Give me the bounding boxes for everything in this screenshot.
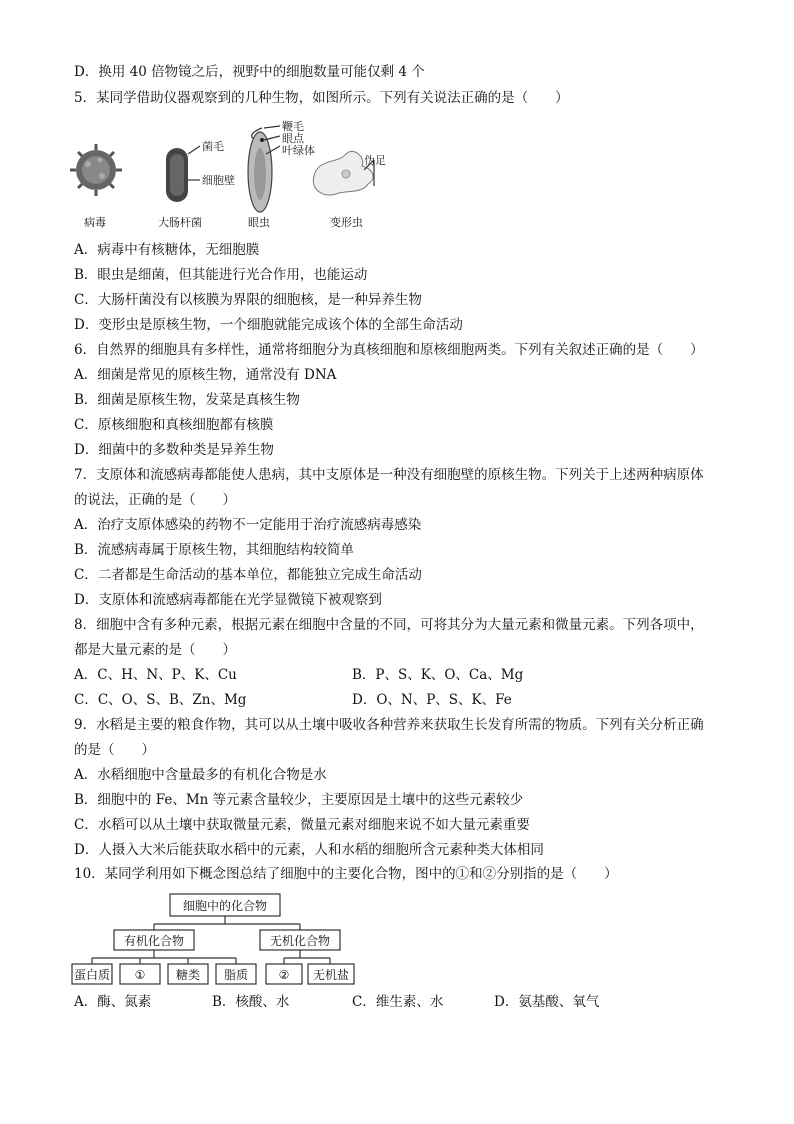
concept-sugar: 糖类 bbox=[175, 968, 201, 982]
label-chloroplast: 叶绿体 bbox=[282, 144, 315, 157]
q6-option-c: C．原核细胞和真核细胞都有核膜 bbox=[74, 417, 274, 433]
q5-option-b: B．眼虫是细菌，但其能进行光合作用，也能运动 bbox=[74, 267, 368, 283]
q5-option-a: A．病毒中有核糖体，无细胞膜 bbox=[74, 242, 260, 258]
concept-root: 细胞中的化合物 bbox=[182, 899, 268, 913]
q9-option-a: A．水稻细胞中含量最多的有机化合物是水 bbox=[74, 767, 327, 783]
q5-option-c: C．大肠杆菌没有以核膜为界限的细胞核，是一种异养生物 bbox=[74, 292, 422, 308]
q5-stem: 5．某同学借助仪器观察到的几种生物，如图所示。下列有关说法正确的是（ ） bbox=[74, 90, 569, 106]
q5-option-d: D．变形虫是原核生物，一个细胞就能完成该个体的全部生命活动 bbox=[74, 317, 463, 333]
caption-e-coli: 大肠杆菌 bbox=[158, 216, 202, 229]
q8-option-d: D．O、N、P、S、K、Fe bbox=[352, 692, 512, 708]
q10-option-c: C．维生素、水 bbox=[352, 994, 444, 1010]
concept-lipid: 脂质 bbox=[223, 968, 249, 982]
q7-option-a: A．治疗支原体感染的药物不一定能用于治疗流感病毒感染 bbox=[74, 517, 422, 533]
q8-option-c: C．C、O、S、B、Zn、Mg bbox=[74, 692, 247, 708]
q6-option-b: B．细菌是原核生物，发菜是真核生物 bbox=[74, 392, 300, 408]
q6-option-a: A．细菌是常见的原核生物，通常没有 DNA bbox=[74, 367, 337, 383]
caption-virus: 病毒 bbox=[84, 216, 106, 229]
q8-stem-line2: 都是大量元素的是（ ） bbox=[74, 642, 236, 658]
label-eyespot: 眼点 bbox=[282, 132, 304, 145]
concept-map bbox=[70, 890, 370, 990]
q7-stem-line1: 7．支原体和流感病毒都能使人患病，其中支原体是一种没有细胞壁的原核生物。下列关于上述两种病原体 bbox=[74, 467, 704, 483]
concept-protein: 蛋白质 bbox=[73, 968, 111, 982]
caption-euglena: 眼虫 bbox=[248, 216, 270, 229]
q8-option-b: B．P、S、K、O、Ca、Mg bbox=[352, 667, 524, 683]
label-pseudopod: 伪足 bbox=[364, 154, 386, 167]
concept-blank-1: ① bbox=[134, 968, 146, 982]
e-coli-image bbox=[166, 146, 200, 202]
euglena-image bbox=[248, 126, 280, 212]
q7-option-c: C．二者都是生命活动的基本单位，都能独立完成生命活动 bbox=[74, 567, 422, 583]
q9-stem-line2: 的是（ ） bbox=[74, 742, 155, 758]
q7-option-d: D．支原体和流感病毒都能在光学显微镜下被观察到 bbox=[74, 592, 382, 608]
virus-image bbox=[70, 144, 122, 196]
q7-option-b: B．流感病毒属于原核生物，其细胞结构较简单 bbox=[74, 542, 354, 558]
organisms-figure bbox=[66, 114, 406, 234]
label-pili: 菌毛 bbox=[202, 140, 224, 153]
label-cell-wall: 细胞壁 bbox=[202, 174, 235, 187]
label-flagellum: 鞭毛 bbox=[282, 120, 304, 133]
caption-amoeba: 变形虫 bbox=[330, 216, 363, 229]
concept-organic: 有机化合物 bbox=[123, 934, 185, 948]
concept-blank-2: ② bbox=[278, 968, 290, 982]
concept-inorganic-salt: 无机盐 bbox=[312, 968, 350, 982]
q10-option-a: A．酶、氮素 bbox=[74, 994, 152, 1010]
q9-option-b: B．细胞中的 Fe、Mn 等元素含量较少，主要原因是土壤中的这些元素较少 bbox=[74, 792, 524, 808]
q10-option-b: B．核酸、水 bbox=[212, 994, 290, 1010]
q8-stem-line1: 8．细胞中含有多种元素，根据元素在细胞中含量的不同，可将其分为大量元素和微量元素。下列各项中， bbox=[74, 617, 704, 633]
q4-option-d: D．换用 40 倍物镜之后，视野中的细胞数量可能仅剩 4 个 bbox=[74, 64, 425, 80]
q7-stem-line2: 的说法，正确的是（ ） bbox=[74, 492, 236, 508]
q8-option-a: A．C、H、N、P、K、Cu bbox=[74, 667, 237, 683]
q10-option-d: D．氨基酸、氧气 bbox=[494, 994, 600, 1010]
q9-option-d: D．人摄入大米后能获取水稻中的元素，人和水稻的细胞所含元素种类大体相同 bbox=[74, 842, 544, 858]
concept-inorganic: 无机化合物 bbox=[269, 934, 331, 948]
q9-stem-line1: 9．水稻是主要的粮食作物，其可以从土壤中吸收各种营养来获取生长发育所需的物质。下列有关分析正确 bbox=[74, 717, 704, 733]
q6-option-d: D．细菌中的多数种类是异养生物 bbox=[74, 442, 274, 458]
q9-option-c: C．水稻可以从土壤中获取微量元素，微量元素对细胞来说不如大量元素重要 bbox=[74, 817, 530, 833]
q6-stem: 6．自然界的细胞具有多样性，通常将细胞分为真核细胞和原核细胞两类。下列有关叙述正确的是（ ） bbox=[74, 342, 704, 358]
q10-stem: 10．某同学利用如下概念图总结了细胞中的主要化合物，图中的①和②分别指的是（ ） bbox=[74, 866, 618, 882]
